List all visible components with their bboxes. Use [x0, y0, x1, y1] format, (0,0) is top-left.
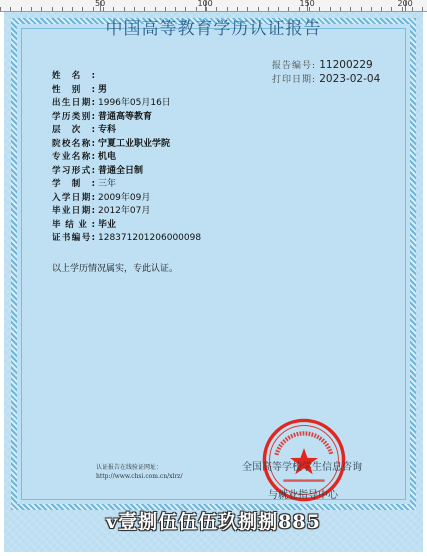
field-row	[52, 165, 201, 179]
ruler-tick	[319, 7, 320, 11]
verify-label: 认证报告在线验证网址：	[96, 464, 163, 471]
verify-url[interactable]: http://www.chsi.com.cn/xlrz/	[96, 473, 183, 480]
ruler-label: 50	[95, 0, 106, 8]
certificate-title: 中国高等教育学历认证报告	[105, 19, 322, 39]
ruler	[0, 0, 427, 12]
ruler-tick	[268, 7, 269, 11]
ruler-tick	[185, 7, 186, 11]
field-value: 专科	[98, 125, 117, 135]
field-value: 2012年07月	[98, 206, 151, 216]
ruler-tick	[175, 7, 176, 11]
field-label: 学习形式:	[52, 165, 95, 176]
ruler-tick	[134, 7, 135, 11]
ruler-tick	[237, 7, 238, 11]
field-row	[52, 205, 201, 219]
field-row	[52, 232, 201, 246]
field-value: 宁夏工业职业学院	[98, 138, 171, 149]
ruler-tick	[21, 7, 22, 11]
field-label: 学制:	[52, 179, 95, 189]
issuer-line-2: 与就业指导中心	[268, 490, 338, 501]
ruler-tick	[288, 7, 289, 11]
ruler-tick	[52, 7, 53, 11]
ruler-tick	[113, 7, 114, 11]
field-row	[52, 97, 201, 111]
ruler-tick	[381, 7, 382, 11]
field-row	[52, 138, 201, 152]
field-row	[52, 192, 201, 206]
field-label: 出生日期:	[52, 98, 95, 108]
watermark-text: v壹捌伍伍伍玖捌捌885	[106, 511, 321, 533]
field-label: 毕业日期:	[52, 206, 95, 216]
confirmation-text: 以上学历情况属实，专此认证。	[52, 264, 179, 274]
field-row	[52, 219, 201, 233]
ruler-tick	[155, 7, 156, 11]
ruler-tick	[422, 7, 423, 11]
ruler-label: 150	[299, 0, 315, 8]
field-label: 性别:	[52, 84, 95, 95]
issuer-block	[242, 454, 362, 510]
field-value: 机电	[98, 152, 117, 162]
ruler-tick	[10, 7, 11, 11]
ruler-label: 200	[397, 0, 413, 8]
field-row	[52, 84, 201, 98]
ruler-label: 100	[197, 0, 213, 8]
ruler-tick	[227, 7, 228, 11]
print-date-label: 打印日期:	[272, 75, 317, 85]
ruler-tick	[82, 7, 83, 11]
verify-block	[96, 463, 183, 481]
field-label: 学历类别:	[52, 111, 95, 122]
ruler-tick	[62, 7, 63, 11]
ruler-tick	[371, 7, 372, 11]
field-row	[52, 111, 201, 125]
field-label: 专业名称:	[52, 152, 95, 162]
report-info	[272, 58, 380, 86]
field-value: 普通高等教育	[98, 111, 153, 122]
ruler-tick	[165, 7, 166, 11]
ruler-tick	[258, 7, 259, 11]
report-number-label: 报告编号:	[272, 61, 317, 71]
ruler-tick	[340, 7, 341, 11]
field-value: 男	[98, 84, 108, 95]
ruler-tick	[93, 7, 94, 11]
ruler-tick	[216, 7, 217, 11]
ruler-tick	[330, 7, 331, 11]
ruler-tick	[41, 7, 42, 11]
ruler-tick	[361, 7, 362, 11]
field-label: 毕结业:	[52, 219, 95, 230]
ruler-tick	[72, 7, 73, 11]
field-label: 姓名:	[52, 71, 95, 81]
field-label: 层次:	[52, 125, 95, 135]
field-row	[52, 151, 201, 165]
ruler-tick	[124, 7, 125, 11]
print-date-value: 2023-02-04	[319, 73, 381, 85]
ruler-tick	[31, 7, 32, 11]
field-row	[52, 70, 201, 84]
field-value: 1996年05月16日	[98, 98, 171, 108]
field-value: 三年	[98, 179, 117, 189]
field-row	[52, 124, 201, 138]
field-value: 毕业	[98, 219, 117, 230]
field-value: 普通全日制	[98, 165, 144, 176]
ruler-tick	[391, 7, 392, 11]
certificate	[4, 12, 423, 552]
ruler-tick	[144, 7, 145, 11]
field-label: 入学日期:	[52, 192, 95, 203]
field-label: 院校名称:	[52, 138, 95, 149]
field-value: 128371201206000098	[98, 233, 202, 243]
ruler-tick	[247, 7, 248, 11]
field-value: 2009年09月	[98, 192, 151, 203]
field-row	[52, 178, 201, 192]
ruler-tick	[278, 7, 279, 11]
field-label: 证书编号:	[52, 233, 95, 243]
ruler-tick	[0, 7, 1, 11]
issuer-line-1: 全国高等学校学生信息咨询	[242, 462, 362, 473]
report-number-value: 11200229	[319, 59, 373, 71]
ruler-tick	[350, 7, 351, 11]
field-list	[52, 70, 201, 246]
